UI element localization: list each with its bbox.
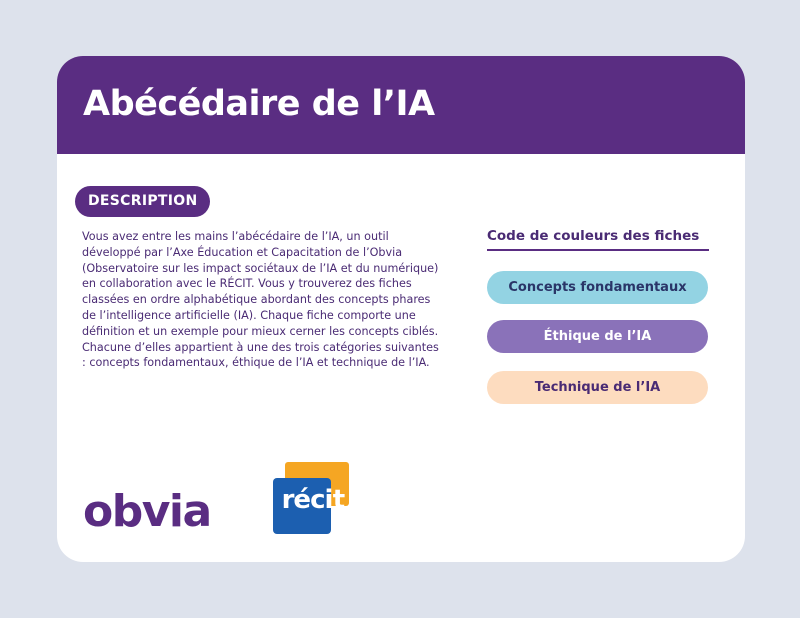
legend-item-technique: Technique de l’IA bbox=[487, 371, 708, 404]
legend-item-concepts-fondamentaux: Concepts fondamentaux bbox=[487, 271, 708, 304]
description-text: Vous avez entre les mains l’abécédaire de l’IA, un outil développé par l’Axe Éducation et Capacitation de l’Obvia (Observatoire sur les impact sociétaux de l’IA et du numérique) en collaboration avec le RÉCIT. Vous y trouverez des fiches classées en ordre alphabétique abordant des concepts phares de l’intelligence artificielle (IA). Chaque fiche comporte une définition et un exemple pour mieux cerner les concepts ciblés. Chacune d’elles appartient à une des trois catégories suivantes : concepts fondamentaux, éthique de l’IA et technique de l’IA. bbox=[82, 230, 439, 370]
header-bar bbox=[57, 56, 745, 154]
obvia-logo: obvia bbox=[83, 486, 211, 537]
description-badge: DESCRIPTION bbox=[75, 186, 210, 217]
legend-title: Code de couleurs des fiches bbox=[487, 228, 709, 251]
legend-item-ethique: Éthique de l’IA bbox=[487, 320, 708, 353]
recit-logo bbox=[273, 462, 349, 534]
page-title: Abécédaire de l’IA bbox=[83, 84, 435, 124]
svg-text:t: t bbox=[332, 485, 346, 515]
info-card bbox=[57, 56, 745, 562]
svg-text:réci: réci bbox=[281, 485, 333, 515]
